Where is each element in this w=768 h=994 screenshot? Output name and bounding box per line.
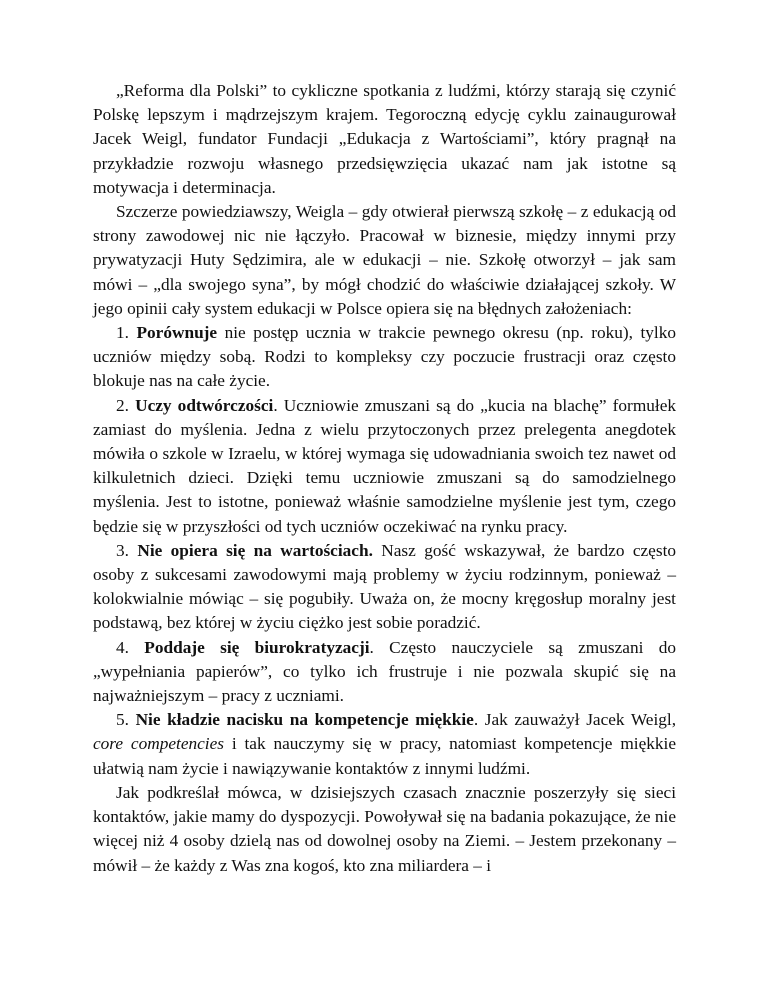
list-item-heading: Porównuje [136, 323, 218, 343]
list-item-heading: Nie kładzie nacisku na kompetencje miękkie [135, 710, 474, 730]
list-item-text: Nasz gość wskazywał, że bardzo często osoby z sukcesami zawodowymi mają problemy w życiu rodzinnym, ponieważ – kolokwialnie mówiąc – się pogubiły. Uważa on, że mocny kręgosłup moralny jest podstawą, bez której w życiu ciężko jest sobie poradzić. [93, 540, 677, 633]
list-item-italic: core competencies [93, 734, 224, 754]
list-item-text: . Jak zauważył Jacek Weigl, [473, 710, 677, 730]
document-body [93, 79, 676, 878]
list-number: 1. [116, 323, 137, 343]
list-number: 3. [116, 540, 138, 560]
list-item-text: . Uczniowie zmuszani są do „kucia na blachę” formułek zamiast do myślenia. Jedna z wielu przytoczonych przez prelegenta anegdotek mówiła o szkole w Izraelu, w której wymaga się udowadniania swoich tez nawet od kilkuletnich dzieci. Dzięki temu uczniowie zmuszani są do samodzielnego myślenia. Jest to istotne, ponieważ właśnie samodzielne myślenie jest tym, czego będzie się w przyszłości od tych uczniów oczekiwać na rynku pracy. [93, 395, 677, 536]
list-item-text: . Często nauczyciele są zmuszani do „wypełniania papierów”, co tylko ich frustruje i nie pozwala skupić się na najważniejszym – pracy z uczniami. [93, 637, 676, 706]
list-number: 2. [116, 395, 136, 415]
list-item-1 [93, 321, 676, 394]
paragraph-text: Szczerze powiedziawszy, Weigla – gdy otwierał pierwszą szkołę – z edukacją od strony zawodowej nic nie łączyło. Pracował w biznesie, między innymi przy prywatyzacji Huty Sędzimira, ale w edukacji – nie. Szkołę otworzył – jak sam mówi – „dla swojego syna”, by mógł chodzić do właściwie działającej szkoły. W jego opinii cały system edukacji w Polsce opiera się na błędnych założeniach: [93, 202, 676, 318]
paragraph-text: Jak podkreślał mówca, w dzisiejszych czasach znacznie poszerzyły się sieci kontaktów, jakie mamy do dyspozycji. Powoływał się na badania pokazujące, że nie więcej niż 4 osoby dzielą nas od dowolnej osoby na Ziemi. – Jestem przekonany – mówił – że każdy z Was zna kogoś, kto zna miliardera – i [93, 782, 676, 875]
list-number: 4. [116, 637, 145, 657]
list-item-5 [93, 708, 676, 781]
list-number: 5. [116, 710, 136, 730]
paragraph-background [93, 200, 676, 321]
list-item-2 [93, 394, 676, 539]
paragraph-closing [93, 781, 676, 878]
list-item-4 [93, 636, 676, 709]
list-item-heading: Nie opiera się na wartościach. [137, 540, 373, 560]
list-item-3 [93, 539, 676, 636]
paragraph-text: „Reforma dla Polski” to cykliczne spotkania z ludźmi, którzy starają się czynić Polskę lepszym i mądrzejszym krajem. Tegoroczną edycję cyklu zainaugurował Jacek Weigl, fundator Fundacji „Edukacja z Wartościami”, który pragnął na przykładzie rozwoju własnego przedsięwzięcia ukazać nam jak istotne są motywacja i determinacja. [93, 81, 676, 197]
list-item-heading: Uczy odtwórczości [135, 395, 274, 415]
list-item-text: nie postęp ucznia w trakcie pewnego okresu (np. roku), tylko uczniów między sobą. Rodzi to kompleksy czy poczucie frustracji oraz często blokuje nas na całe życie. [93, 323, 677, 391]
paragraph-intro [93, 79, 676, 200]
list-item-text-continued: i tak nauczymy się w pracy, natomiast kompetencje miękkie ułatwią nam życie i nawiązywanie kontaktów z innymi ludźmi. [93, 734, 676, 778]
list-item-heading: Poddaje się biurokratyzacji [144, 637, 370, 657]
